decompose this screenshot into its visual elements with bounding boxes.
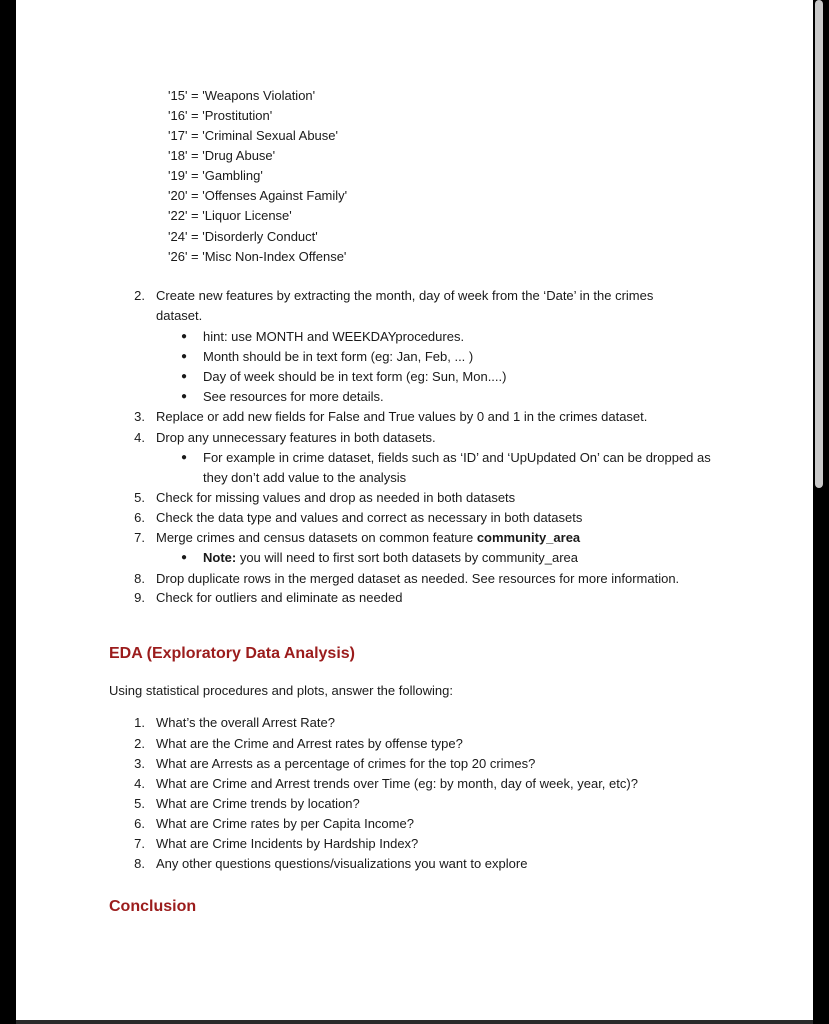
eda-intro: Using statistical procedures and plots, answer the following: (109, 683, 453, 698)
step-text: Replace or add new fields for False and True values by 0 and 1 in the crimes dataset. (156, 409, 648, 424)
mapping-line: '17' = 'Criminal Sexual Abuse' (168, 128, 338, 143)
question-text: What are Arrests as a percentage of crimes for the top 20 crimes? (156, 756, 536, 771)
conclusion-heading: Conclusion (109, 898, 197, 915)
step-number: 6. (134, 510, 145, 525)
step-text-continued: dataset. (156, 308, 203, 323)
question-text: Any other questions questions/visualizations you want to explore (156, 856, 528, 871)
question-text: What are Crime rates by per Capita Income? (156, 816, 414, 831)
step-number: 4. (134, 430, 145, 445)
step-number: 3. (134, 409, 145, 424)
question-number: 7. (134, 836, 145, 851)
question-text: What are Crime and Arrest trends over Time (eg: by month, day of week, year, etc)? (156, 776, 638, 791)
bullet-text: Day of week should be in text form (eg: Sun, Mon....) (203, 369, 507, 384)
question-text: What are Crime Incidents by Hardship Index? (156, 836, 419, 851)
note-text: you will need to first sort both datasets by community_area (236, 550, 578, 565)
bullet-text: Month should be in text form (eg: Jan, Feb, ... ) (203, 349, 474, 364)
mapping-line: '20' = 'Offenses Against Family' (168, 188, 348, 203)
step-number: 9. (134, 590, 145, 605)
step-text: Drop any unnecessary features in both datasets. (156, 430, 436, 445)
question-text: What are Crime trends by location? (156, 796, 360, 811)
step-text: Check for outliers and eliminate as needed (156, 590, 403, 605)
step-text: Create new features by extracting the month, day of week from the ‘Date’ in the crimes (156, 288, 654, 303)
question-number: 3. (134, 756, 145, 771)
step-text: Drop duplicate rows in the merged dataset as needed. See resources for more information. (156, 571, 680, 586)
question-number: 1. (134, 715, 145, 730)
question-number: 4. (134, 776, 145, 791)
question-text: What’s the overall Arrest Rate? (156, 715, 335, 730)
bullet-text-continued: they don’t add value to the analysis (203, 470, 407, 485)
bullet-text: For example in crime dataset, fields such as ‘ID’ and ‘UpUpdated On’ can be dropped as (203, 450, 711, 465)
bullet-icon: ● (181, 552, 188, 563)
mapping-line: '18' = 'Drug Abuse' (168, 148, 276, 163)
mapping-line: '24' = 'Disorderly Conduct' (168, 229, 318, 244)
bullet-icon: ● (181, 452, 188, 463)
eda-heading: EDA (Exploratory Data Analysis) (109, 645, 355, 662)
mapping-line: '16' = 'Prostitution' (168, 108, 273, 123)
vertical-scrollbar[interactable] (815, 0, 823, 488)
step-text-plain: Merge crimes and census datasets on common feature (156, 530, 477, 545)
bullet-icon: ● (181, 371, 188, 382)
question-number: 8. (134, 856, 145, 871)
question-number: 6. (134, 816, 145, 831)
step-number: 8. (134, 571, 145, 586)
mapping-line: '26' = 'Misc Non-Index Offense' (168, 249, 347, 264)
question-text: What are the Crime and Arrest rates by offense type? (156, 736, 463, 751)
bullet-text (203, 550, 578, 566)
page-bottom-edge (16, 1020, 813, 1024)
step-text (156, 530, 580, 546)
question-number: 5. (134, 796, 145, 811)
bullet-icon: ● (181, 391, 188, 402)
mapping-line: '19' = 'Gambling' (168, 168, 263, 183)
bullet-text: hint: use MONTH and WEEKDAYprocedures. (203, 329, 465, 344)
bullet-icon: ● (181, 331, 188, 342)
mapping-line: '15' = 'Weapons Violation' (168, 88, 316, 103)
step-text: Check for missing values and drop as needed in both datasets (156, 490, 516, 505)
note-label: Note: (203, 550, 237, 565)
step-text-bold: community_area (476, 530, 581, 545)
bullet-icon: ● (181, 351, 188, 362)
question-number: 2. (134, 736, 145, 751)
step-number: 2. (134, 288, 145, 303)
bullet-text: See resources for more details. (203, 389, 384, 404)
step-number: 5. (134, 490, 145, 505)
step-number: 7. (134, 530, 145, 545)
mapping-line: '22' = 'Liquor License' (168, 208, 292, 223)
step-text: Check the data type and values and correct as necessary in both datasets (156, 510, 583, 525)
